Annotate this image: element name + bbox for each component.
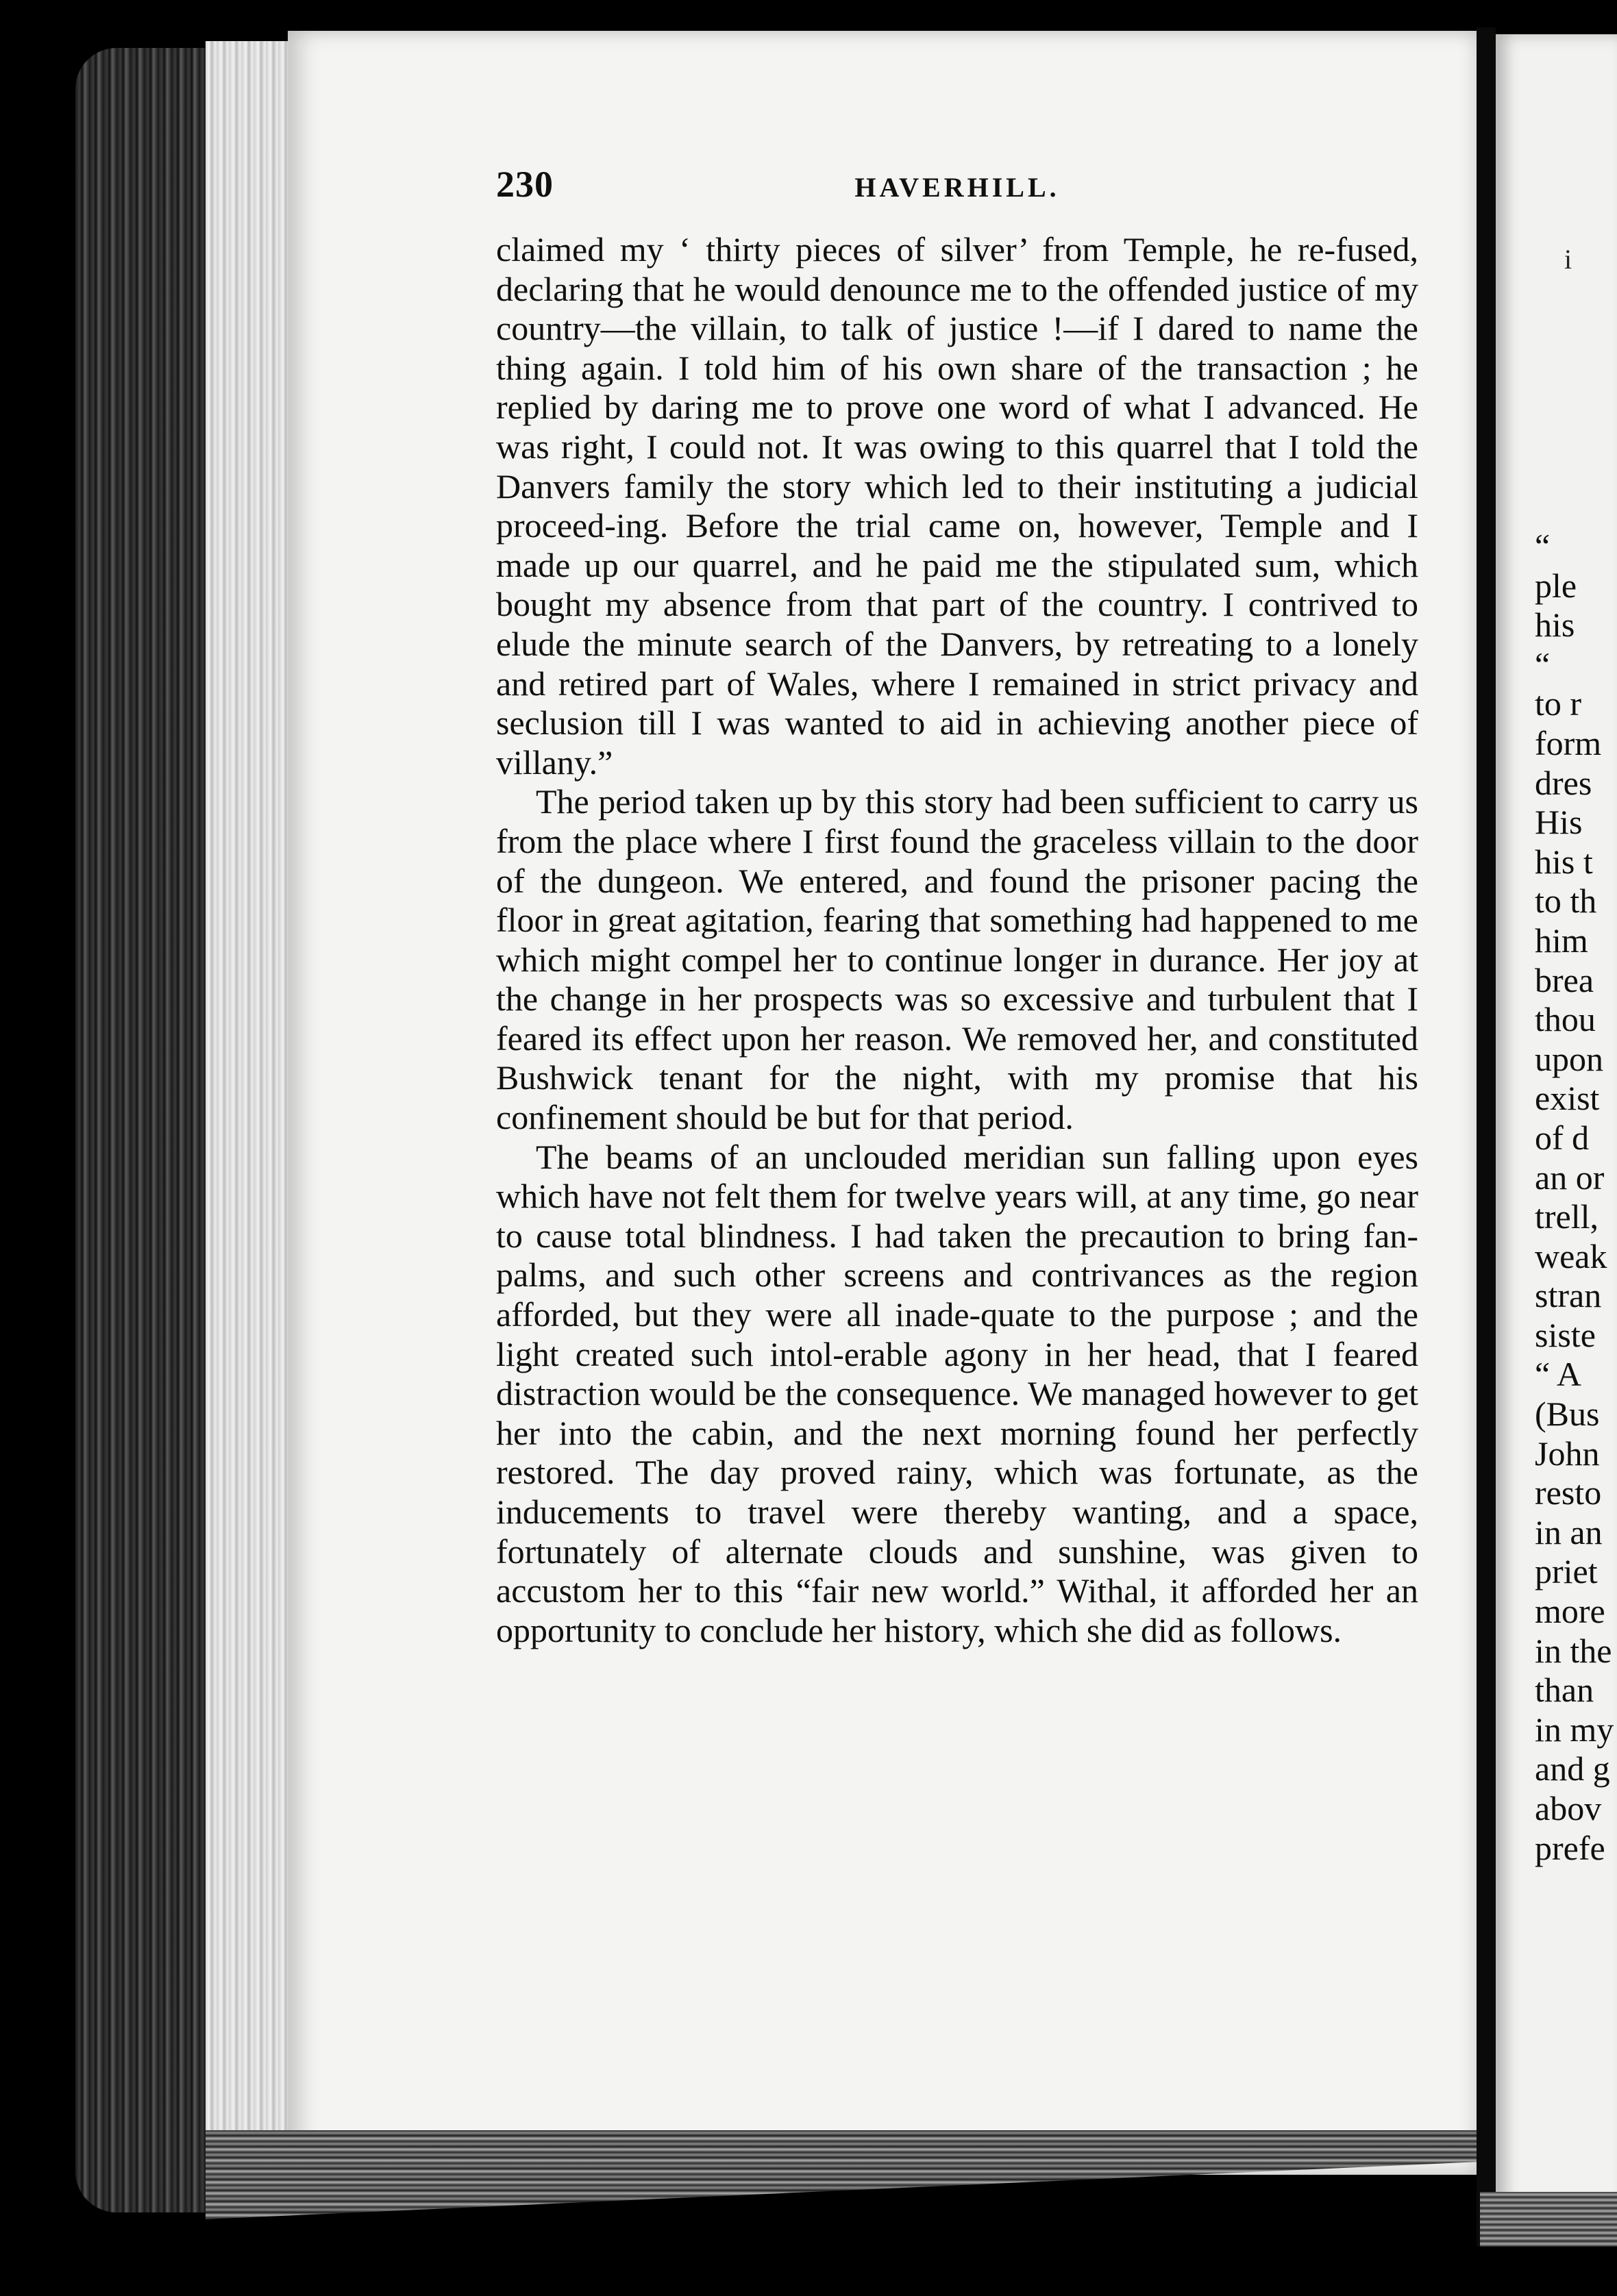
right-page-line: priet: [1535, 1552, 1598, 1591]
right-page-line: him: [1535, 921, 1588, 960]
right-page-line: in the: [1535, 1631, 1612, 1670]
right-page-line: abov: [1535, 1789, 1602, 1827]
right-page-line: more: [1535, 1592, 1605, 1631]
right-page-line: His: [1535, 803, 1583, 842]
right-page-line: and g: [1535, 1749, 1610, 1788]
paragraph-1: claimed my ‘ thirty pieces of silver’ from Temple, he re-fused, declaring that he would denounce me to the offended justice of my country—the villain, to talk of justice !—if I dared to name the thing again. I told him of his own share of the transaction ; he replied by daring me to prove one word of what I advanced. He was right, I could not. It was owing to this quarrel that I told the Danvers family the story which led to their instituting a judicial proceed-ing. Before the trial came on, however, Temple and I made up our quarrel, and he paid me the stipulated sum, which bought my absence from that part of the country. I contrived to elude the minute search of the Danvers, by retreating to a lonely and retired part of Wales, where I remained in strict privacy and seclusion till I was wanted to aid in achieving another piece of villany.”: [496, 230, 1418, 782]
right-page-line: John: [1535, 1434, 1600, 1473]
right-page-line: an or: [1535, 1158, 1605, 1197]
right-page-line: than: [1535, 1671, 1594, 1710]
right-page-top-fragment: i: [1564, 244, 1572, 275]
right-page-line: resto: [1535, 1473, 1602, 1512]
right-page-line: in an: [1535, 1512, 1603, 1551]
book-gutter: [1477, 27, 1496, 2247]
right-page-line: dres: [1535, 763, 1592, 802]
right-page-line: upon: [1535, 1039, 1603, 1078]
right-page-line: siste: [1535, 1315, 1596, 1354]
right-page-line: “: [1535, 645, 1551, 684]
right-page-line: his t: [1535, 842, 1593, 881]
right-page-line: (Bus: [1535, 1395, 1600, 1434]
right-page-line: exist: [1535, 1079, 1600, 1118]
page-edges-stack: [206, 41, 301, 2212]
paragraph-2: The period taken up by this story had been sufficient to carry us from the place where I first found the graceless villain to the door of the dungeon. We entered, and found the prisoner pacing the floor in great agitation, fearing that something had happened to me which might compel her to continue longer in durance. Her joy at the change in her prospects was so excessive and turbulent that I feared its effect upon her reason. We removed her, and constituted Bushwick tenant for the night, with my promise that his confinement should be but for that period.: [496, 782, 1418, 1137]
running-head: [496, 163, 1418, 211]
left-page-text: [496, 163, 1418, 1650]
right-page-line: “: [1535, 527, 1551, 565]
right-page-text-fragments: [1535, 526, 1617, 1867]
right-page-line: his: [1535, 606, 1575, 645]
page-edges-bottom: [206, 2130, 1487, 2219]
right-page-line: to th: [1535, 882, 1597, 921]
right-page-line: in my: [1535, 1710, 1614, 1749]
right-page-line: stran: [1535, 1276, 1602, 1315]
running-title: HAVERHILL.: [854, 172, 1060, 203]
right-page-line: prefe: [1535, 1828, 1605, 1867]
right-page-line: to r: [1535, 684, 1582, 723]
right-page-line: “ A: [1535, 1355, 1582, 1394]
right-page-line: brea: [1535, 960, 1594, 999]
right-page-line: form: [1535, 723, 1602, 762]
page-number: 230: [496, 164, 554, 205]
right-page-line: of d: [1535, 1118, 1590, 1157]
paragraph-3: The beams of an unclouded meridian sun falling upon eyes which have not felt them for twelve years will, at any time, go near to cause total blindness. I had taken the precaution to bring fan-palms, and such other screens and contrivances as the region afforded, but they were all inade-quate to the purpose ; and the light created such intol-erable agony in her head, that I feared distraction would be the consequence. We managed however to get her into the cabin, and the next morning found her perfectly restored. The day proved rainy, which was fortunate, as the inducements to travel were thereby wanting, and a space, fortunately of alternate clouds and sunshine, was given to accustom her to this “fair new world.” Withal, it afforded her an opportunity to conclude her history, which she did as follows.: [496, 1137, 1418, 1649]
right-page-line: weak: [1535, 1236, 1607, 1275]
right-page-line: ple: [1535, 566, 1577, 605]
right-page-line: thou: [1535, 1000, 1596, 1039]
right-page-line: trell,: [1535, 1197, 1599, 1236]
right-page-bottom-edges: [1480, 2192, 1617, 2247]
